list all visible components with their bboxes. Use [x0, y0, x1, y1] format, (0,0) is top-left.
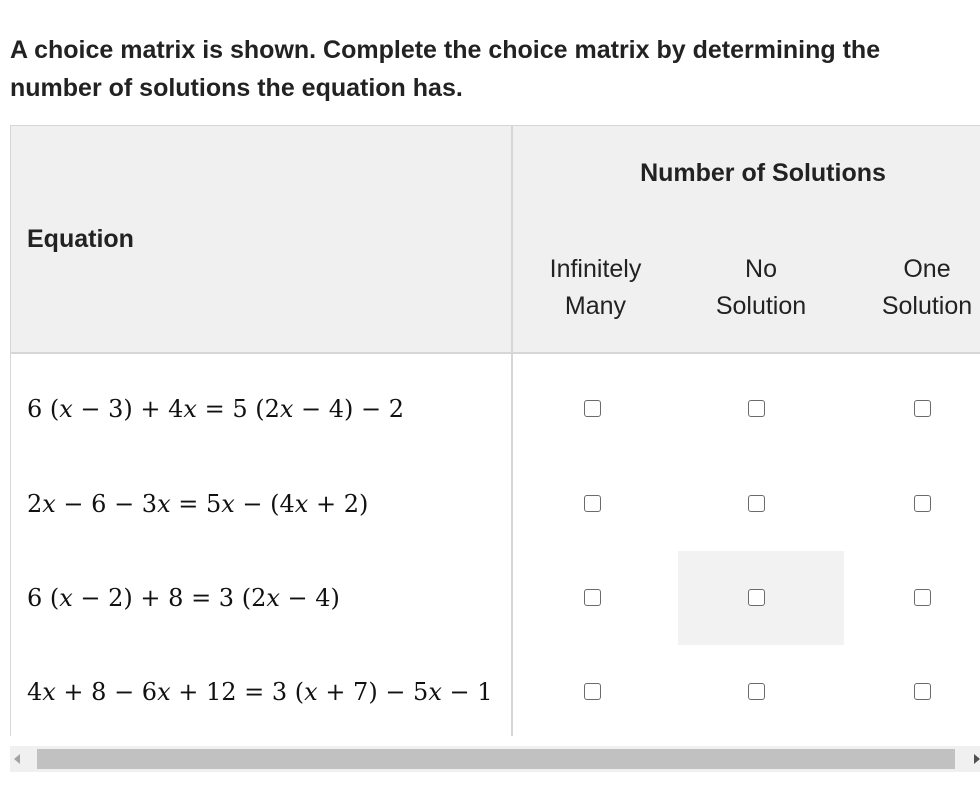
- choice-matrix-container: [10, 125, 980, 736]
- scrollbar-thumb[interactable]: [37, 749, 955, 769]
- checkbox[interactable]: [748, 400, 765, 417]
- column-header-line: No: [745, 255, 777, 284]
- equation-cell: 6 (𝑥 − 3) + 4𝑥 = 5 (2𝑥 − 4) − 2: [11, 353, 513, 457]
- equation-cell: 4𝑥 + 8 − 6𝑥 + 12 = 3 (𝑥 + 7) − 5𝑥 − 1: [11, 645, 513, 736]
- choice-cell-infinitely-many[interactable]: [512, 457, 678, 551]
- column-header-one-solution: [844, 220, 980, 353]
- checkbox[interactable]: [914, 589, 931, 606]
- choice-cell-no-solution[interactable]: [678, 353, 844, 457]
- choice-cell-infinitely-many[interactable]: [512, 551, 678, 645]
- choice-cell-one-solution[interactable]: [844, 457, 980, 551]
- column-header-line: Infinitely: [549, 255, 642, 284]
- choice-cell-no-solution[interactable]: [678, 457, 844, 551]
- matrix-row: [11, 353, 980, 457]
- question-prompt-line-2: number of solutions the equation has.: [10, 74, 463, 102]
- checkbox[interactable]: [584, 589, 601, 606]
- choice-matrix: [10, 125, 980, 736]
- choice-cell-one-solution[interactable]: [844, 645, 980, 736]
- column-header-no-solution: [678, 220, 844, 353]
- choice-cell-infinitely-many[interactable]: [512, 645, 678, 736]
- matrix-row: [11, 551, 980, 645]
- scroll-left-arrow-icon[interactable]: [14, 754, 20, 764]
- equation-column-header: Equation: [11, 126, 513, 354]
- column-header-line: One: [903, 255, 951, 284]
- choice-cell-infinitely-many[interactable]: [512, 353, 678, 457]
- choice-cell-no-solution[interactable]: [678, 645, 844, 736]
- checkbox[interactable]: [748, 589, 765, 606]
- checkbox[interactable]: [748, 683, 765, 700]
- checkbox[interactable]: [584, 683, 601, 700]
- choice-cell-one-solution[interactable]: [844, 353, 980, 457]
- column-header-line: Solution: [881, 292, 973, 321]
- number-of-solutions-header: [512, 126, 980, 221]
- number-of-solutions-label: Number of Solutions: [640, 158, 886, 187]
- choice-cell-no-solution[interactable]: [678, 551, 844, 645]
- choice-cell-one-solution[interactable]: [844, 551, 980, 645]
- matrix-row: [11, 457, 980, 551]
- checkbox[interactable]: [584, 400, 601, 417]
- checkbox[interactable]: [748, 495, 765, 512]
- column-header-line: Many: [564, 292, 627, 321]
- scroll-right-arrow-icon[interactable]: [974, 754, 980, 764]
- question-prompt-line-1: A choice matrix is shown. Complete the choice matrix by determining the: [10, 36, 881, 64]
- matrix-row: [11, 645, 980, 736]
- checkbox[interactable]: [584, 495, 601, 512]
- column-header-infinitely-many: [512, 220, 678, 353]
- column-header-line: Solution: [715, 292, 807, 321]
- checkbox[interactable]: [914, 495, 931, 512]
- question-prompt: [10, 31, 980, 107]
- equation-cell: 6 (𝑥 − 2) + 8 = 3 (2𝑥 − 4): [11, 551, 513, 645]
- equation-cell: 2𝑥 − 6 − 3𝑥 = 5𝑥 − (4𝑥 + 2): [11, 457, 513, 551]
- checkbox[interactable]: [914, 400, 931, 417]
- horizontal-scrollbar[interactable]: [10, 746, 980, 772]
- checkbox[interactable]: [914, 683, 931, 700]
